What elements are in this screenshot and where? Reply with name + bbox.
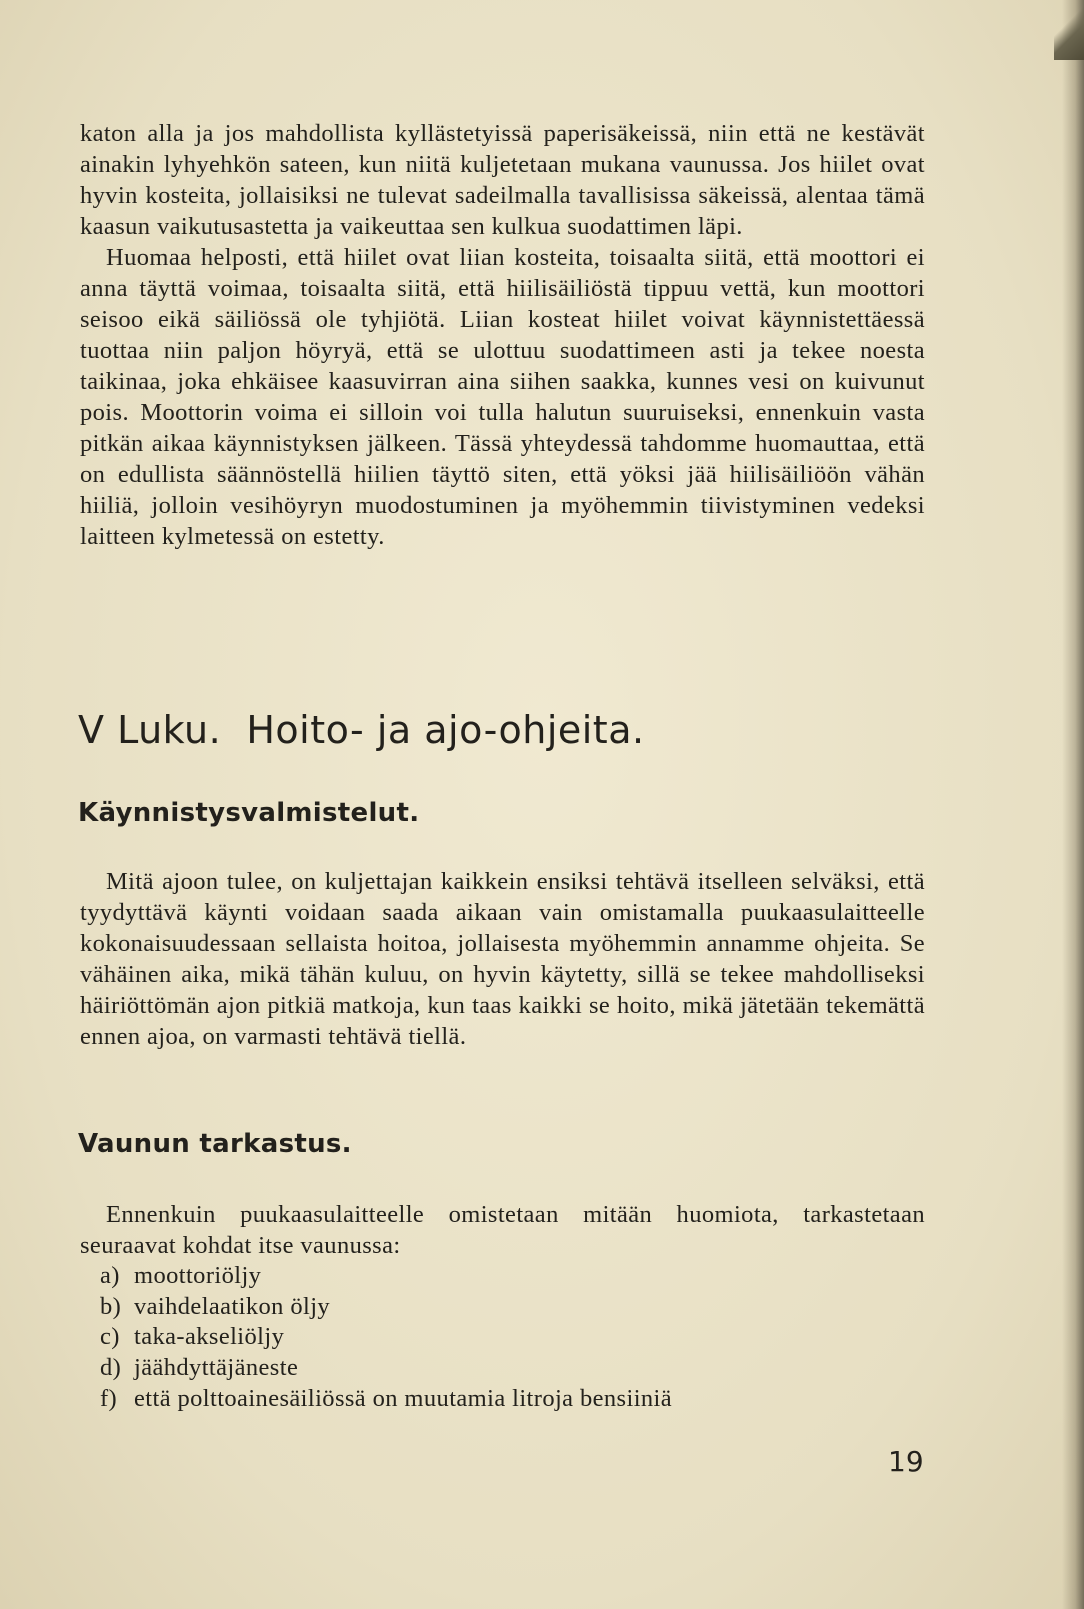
list-item [100, 1384, 672, 1415]
paragraph-driving: Mitä ajoon tulee, on kuljettajan kaikkein ensiksi tehtävä itselleen selväksi, että tyydyttävä käynti voidaan saada aikaan vain omistamalla puukaasulaitteelle kokonaisuudessaan sellaista hoitoa, jollaisesta myöhemmin annamme ohjeita. Se vähäinen aika, mikä tähän kuluu, on hyvin käytetty, sillä se tekee mahdolliseksi häiriöttömän ajon pitkiä matkoja, kun taas kaikki se hoito, mikä jätetään tekemättä ennen ajoa, on varmasti tehtävä tiellä. [80, 868, 925, 1050]
chapter-heading: V Luku. Hoito- ja ajo-ohjeita. [78, 708, 645, 752]
text-block-bottom [80, 1199, 925, 1261]
section-heading-vehicle-inspection: Vaunun tarkastus. [78, 1129, 352, 1159]
page-number: 19 [888, 1445, 924, 1478]
list-item-text: jäähdyttäjäneste [134, 1354, 299, 1382]
list-item-marker: c) [100, 1323, 120, 1351]
list-item [100, 1292, 672, 1323]
list-item-text: moottoriöljy [134, 1262, 262, 1289]
list-item-text: taka-akseliöljy [134, 1323, 285, 1351]
text-block-top [80, 118, 925, 552]
list-item [100, 1353, 672, 1384]
list-item [100, 1261, 672, 1292]
list-item-text: että polttoainesäiliössä on muutamia litroja bensiiniä [134, 1384, 673, 1412]
page-corner [1054, 0, 1084, 60]
list-item-marker: f) [100, 1384, 118, 1412]
inspection-checklist [100, 1261, 672, 1415]
list-item-text: vaihdelaatikon öljy [134, 1292, 331, 1320]
paragraph-continuation: katon alla ja jos mahdollista kyllästetyissä paperisäkeissä, niin että ne kestävät ainakin lyhyehkön sateen, kun niitä kuljetetaan mukana vaunussa. Jos hiilet ovat hyvin kosteita, jollaisiksi ne tulevat sadeilmalla tavallisissa säkeissä, alentaa tämä kaasun vaikutusastetta ja vaikeuttaa sen kulkua suodattimen läpi. [80, 120, 925, 240]
list-item-marker: d) [100, 1354, 122, 1382]
list-item [100, 1322, 672, 1353]
list-item-marker: b) [100, 1292, 122, 1320]
page-edge-shadow [1062, 0, 1084, 1609]
paragraph-humidity: Huomaa helposti, että hiilet ovat liian kosteita, toisaalta siitä, että moottori ei anna täyttä voimaa, toisaalta siitä, että hiilisäiliöstä tippuu vettä, kun moottori seisoo eikä säiliössä ole tyhjiötä. Liian kosteat hiilet voivat käynnistettäessä tuottaa niin paljon höyryä, että se ulottuu suodattimeen asti ja tekee noesta taikinaa, joka ehkäisee kaasuvirran aina siihen saakka, kunnes vesi on kuivunut pois. Moottorin voima ei silloin voi tulla halutun suuruiseksi, ennenkuin vasta pitkän aikaa käynnistyksen jälkeen. Tässä yhteydessä tahdomme huomauttaa, että on edullista säännöstellä hiilien täyttö siten, että yöksi jää hiilisäiliöön vähän hiiliä, jolloin vesihöyryn muodostuminen ja myöhemmin tiivistyminen vedeksi laitteen kylmetessä on estetty. [80, 244, 925, 550]
paragraph-inspection-intro: Ennenkuin puukaasulaitteelle omistetaan mitään huomiota, tarkastetaan seuraavat kohdat itse vaunussa: [80, 1201, 925, 1259]
text-block-middle [80, 866, 925, 1052]
section-heading-startup-preparations: Käynnistysvalmistelut. [78, 798, 420, 828]
list-item-marker: a) [100, 1262, 120, 1289]
